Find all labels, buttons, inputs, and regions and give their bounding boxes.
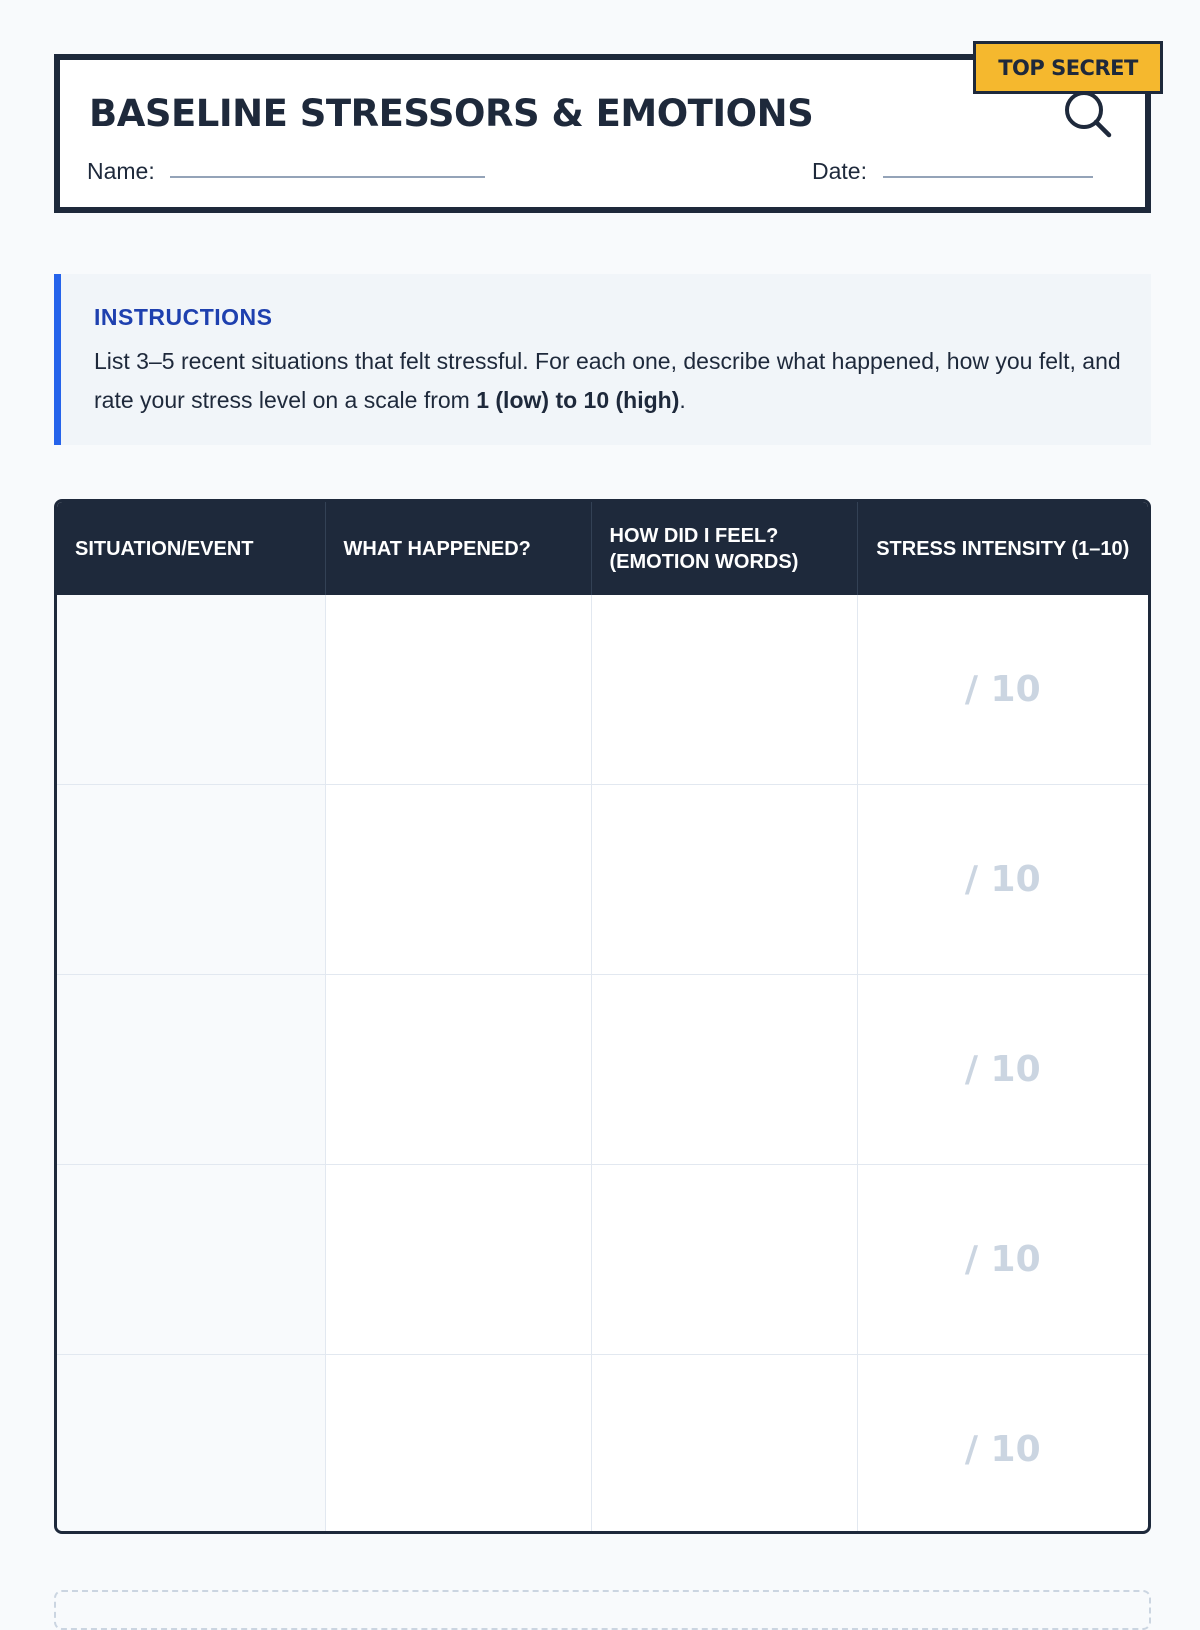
table-row [57,975,1148,1165]
stress-intensity-cell[interactable] [857,595,1148,785]
what-happened-cell[interactable] [325,785,591,975]
feelings-cell[interactable] [591,785,857,975]
stress-intensity-cell[interactable] [857,785,1148,975]
stress-score-label: / 10 [964,1049,1041,1090]
table-row [57,1165,1148,1355]
stress-intensity-cell[interactable] [857,1165,1148,1355]
stress-intensity-cell[interactable] [857,975,1148,1165]
table-row [57,595,1148,785]
search-icon[interactable] [1060,86,1116,142]
column-header-what-happened: WHAT HAPPENED? [325,502,591,595]
situation-cell[interactable] [57,975,325,1165]
worksheet-title: BASELINE STRESSORS & EMOTIONS [89,92,814,135]
stressors-table [54,499,1151,1534]
situation-cell[interactable] [57,785,325,975]
feelings-cell[interactable] [591,1355,857,1535]
what-happened-cell[interactable] [325,975,591,1165]
top-secret-badge: TOP SECRET [973,41,1163,94]
stress-score-label: / 10 [964,1239,1041,1280]
instructions-text-suffix: . [679,387,686,413]
column-header-situation: SITUATION/EVENT [57,502,325,595]
what-happened-cell[interactable] [325,1165,591,1355]
instructions-text [94,342,1134,420]
date-field[interactable] [883,176,1093,178]
feelings-cell[interactable] [591,975,857,1165]
stress-score-label: / 10 [964,1429,1041,1470]
instructions-panel [54,274,1151,445]
date-label: Date: [812,158,867,184]
feelings-cell[interactable] [591,1165,857,1355]
situation-cell[interactable] [57,1355,325,1535]
what-happened-cell[interactable] [325,595,591,785]
stress-score-label: / 10 [964,859,1041,900]
column-header-stress-intensity: STRESS INTENSITY (1–10) [857,502,1148,595]
table-header-row [57,502,1148,595]
instructions-text-prefix: List 3–5 recent situations that felt stressful. For each one, describe what happened, how you felt, and rate your stress level on a scale from [94,348,1121,413]
situation-cell[interactable] [57,1165,325,1355]
name-label: Name: [87,158,155,184]
table-row [57,785,1148,975]
stress-score-label: / 10 [964,669,1041,710]
table-row [57,1355,1148,1535]
what-happened-cell[interactable] [325,1355,591,1535]
instructions-scale: 1 (low) to 10 (high) [476,387,680,413]
column-header-feelings: HOW DID I FEEL? (EMOTION WORDS) [591,502,857,595]
feelings-cell[interactable] [591,595,857,785]
instructions-title: INSTRUCTIONS [94,304,273,330]
stress-intensity-cell[interactable] [857,1355,1148,1535]
name-field[interactable] [170,176,485,178]
notes-box [54,1590,1151,1630]
situation-cell[interactable] [57,595,325,785]
